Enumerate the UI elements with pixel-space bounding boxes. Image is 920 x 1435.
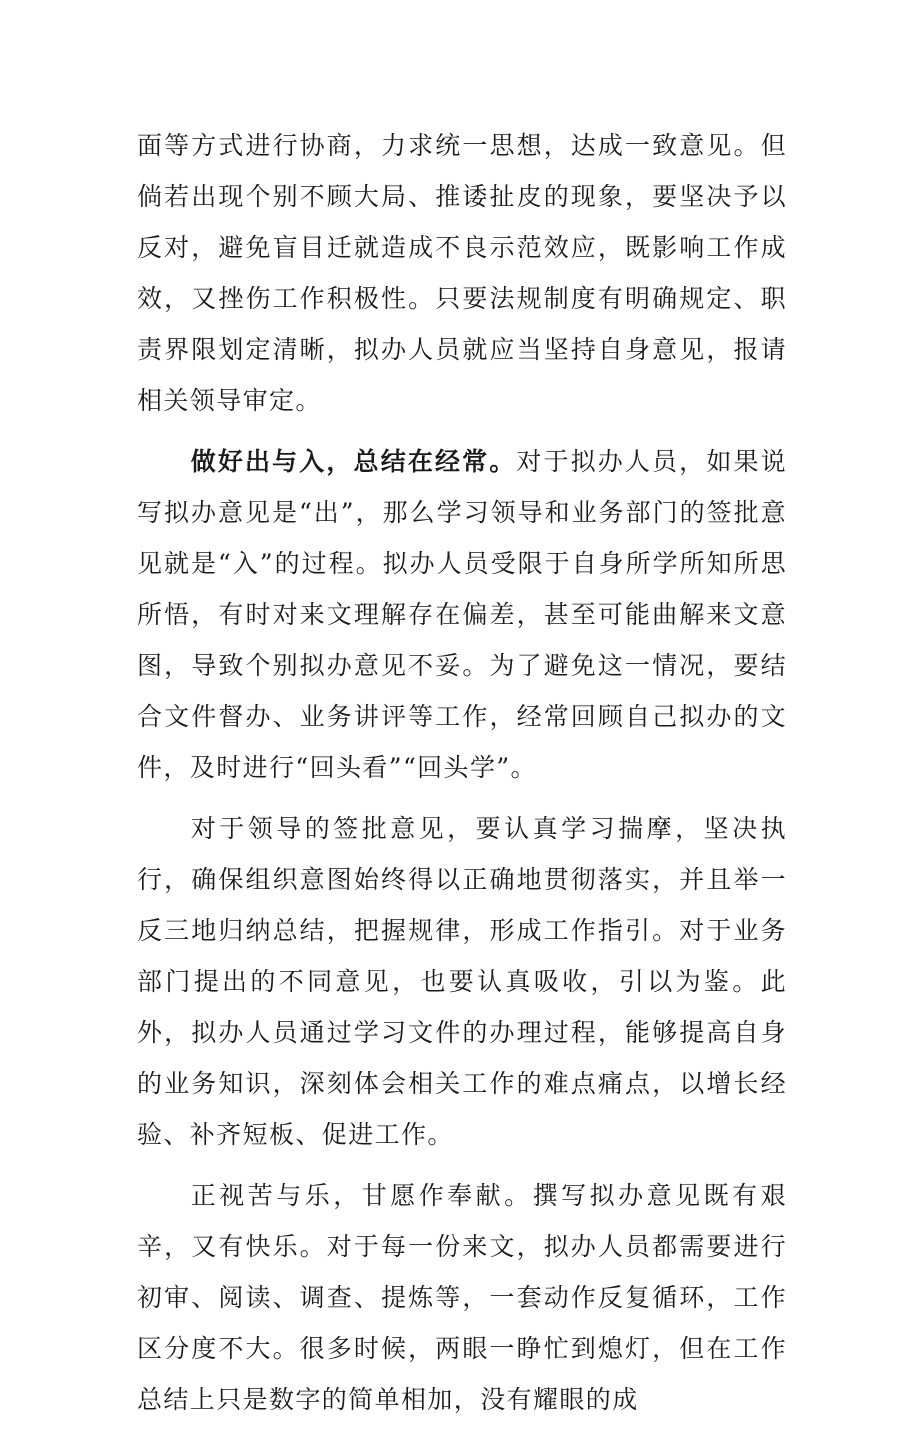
paragraph-1 <box>137 120 787 426</box>
paragraph-1-text: 面等方式进行协商，力求统一思想，达成一致意见。但倘若出现个别不顾大局、推诿扯皮的现象，要坚决予以反对，避免盲目迁就造成不良示范效应，既影响工作成效，又挫伤工作积极性。只要法规制度有明确规定、职责界限划定清晰，拟办人员就应当坚持自身意见，报请相关领导审定。 <box>137 131 787 415</box>
document-body <box>137 120 787 1435</box>
paragraph-4 <box>137 1170 787 1425</box>
paragraph-2 <box>137 436 787 793</box>
paragraph-4-text: 正视苦与乐，甘愿作奉献。撰写拟办意见既有艰辛，又有快乐。对于每一份来文，拟办人员都需要进行初审、阅读、调查、提炼等，一套动作反复循环，工作区分度不大。很多时候，两眼一睁忙到熄灯，但在工作总结上只是数字的简单相加，没有耀眼的成 <box>137 1181 787 1414</box>
paragraph-2-lead: 做好出与入，总结在经常。 <box>190 447 517 476</box>
paragraph-3 <box>137 803 787 1160</box>
paragraph-2-text: 对于拟办人员，如果说写拟办意见是“出”，那么学习领导和业务部门的签批意见就是“入”的过程。拟办人员受限于自身所学所知所思所悟，有时对来文理解存在偏差，甚至可能曲解来文意图，导致个别拟办意见不妥。为了避免这一情况，要结合文件督办、业务讲评等工作，经常回顾自己拟办的文件，及时进行“回头看”“回头学”。 <box>137 447 787 782</box>
paragraph-3-text: 对于领导的签批意见，要认真学习揣摩，坚决执行，确保组织意图始终得以正确地贯彻落实，并且举一反三地归纳总结，把握规律，形成工作指引。对于业务部门提出的不同意见，也要认真吸收，引以为鉴。此外，拟办人员通过学习文件的办理过程，能够提高自身的业务知识，深刻体会相关工作的难点痛点，以增长经验、补齐短板、促进工作。 <box>137 814 787 1149</box>
